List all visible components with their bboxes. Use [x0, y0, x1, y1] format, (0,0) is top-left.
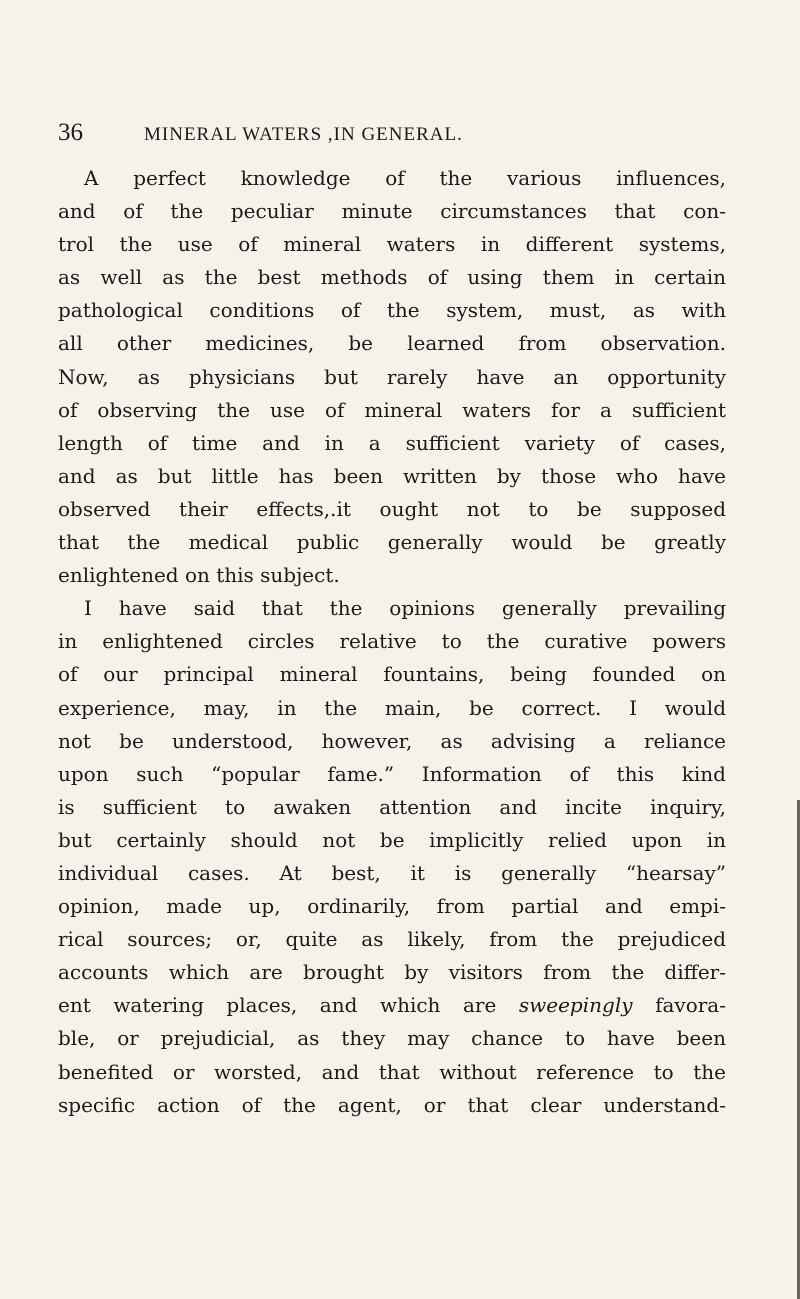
- text-line: in enlightened circles relative to the curative powers: [58, 629, 726, 654]
- text-line: is sufficient to awaken attention and incite inquiry,: [58, 794, 726, 819]
- text-segment: favora-: [632, 993, 726, 1018]
- text-line: individual cases. At best, it is generally “hearsay”: [58, 860, 726, 885]
- text-line: rical sources; or, quite as likely, from the prejudiced: [58, 927, 726, 952]
- text-line: observed their effects,.it ought not to be supposed: [58, 496, 726, 521]
- text-line: specific action of the agent, or that clear understand-: [58, 1092, 726, 1117]
- text-line: not be understood, however, as advising a reliance: [58, 728, 726, 753]
- running-head: [58, 118, 718, 148]
- running-title: MINERAL WATERS ,IN GENERAL.: [144, 124, 463, 145]
- text-line: upon such “popular fame.” Information of this kind: [58, 761, 726, 786]
- text-line: but certainly should not be implicitly relied upon in: [58, 827, 726, 852]
- text-segment: ent watering places, and which are: [58, 993, 519, 1018]
- text-line: Now, as physicians but rarely have an opportunity: [58, 364, 726, 389]
- text-line: and of the peculiar minute circumstances that con-: [58, 199, 726, 224]
- text-line: pathological conditions of the system, must, as with: [58, 298, 726, 323]
- text-line-italic: [58, 989, 726, 1022]
- text-line: length of time and in a sufficient variety of cases,: [58, 430, 726, 455]
- text-line: benefited or worsted, and that without reference to the: [58, 1059, 726, 1084]
- text-line: I have said that the opinions generally prevailing: [84, 596, 726, 621]
- text-line: that the medical public generally would be greatly: [58, 530, 726, 555]
- text-line: of our principal mineral fountains, being founded on: [58, 662, 726, 687]
- text-line: enlightened on this subject.: [58, 563, 340, 588]
- text-line: of observing the use of mineral waters for a sufficient: [58, 397, 726, 422]
- page-number: 36: [58, 119, 83, 146]
- italic-word: sweepingly: [518, 993, 633, 1018]
- text-line: opinion, made up, ordinarily, from partial and empi-: [58, 894, 726, 919]
- text-line: ble, or prejudicial, as they may chance to have been: [58, 1026, 726, 1051]
- text-line: A perfect knowledge of the various influences,: [84, 166, 726, 190]
- text-line: as well as the best methods of using them in certain: [58, 265, 726, 290]
- text-line: accounts which are brought by visitors from the differ-: [58, 960, 726, 985]
- text-line: and as but little has been written by those who have: [58, 463, 726, 488]
- text-line: trol the use of mineral waters in different systems,: [58, 232, 726, 257]
- body-text: [58, 162, 726, 1122]
- text-line: all other medicines, be learned from observation.: [58, 331, 726, 356]
- text-line: experience, may, in the main, be correct. I would: [58, 695, 726, 720]
